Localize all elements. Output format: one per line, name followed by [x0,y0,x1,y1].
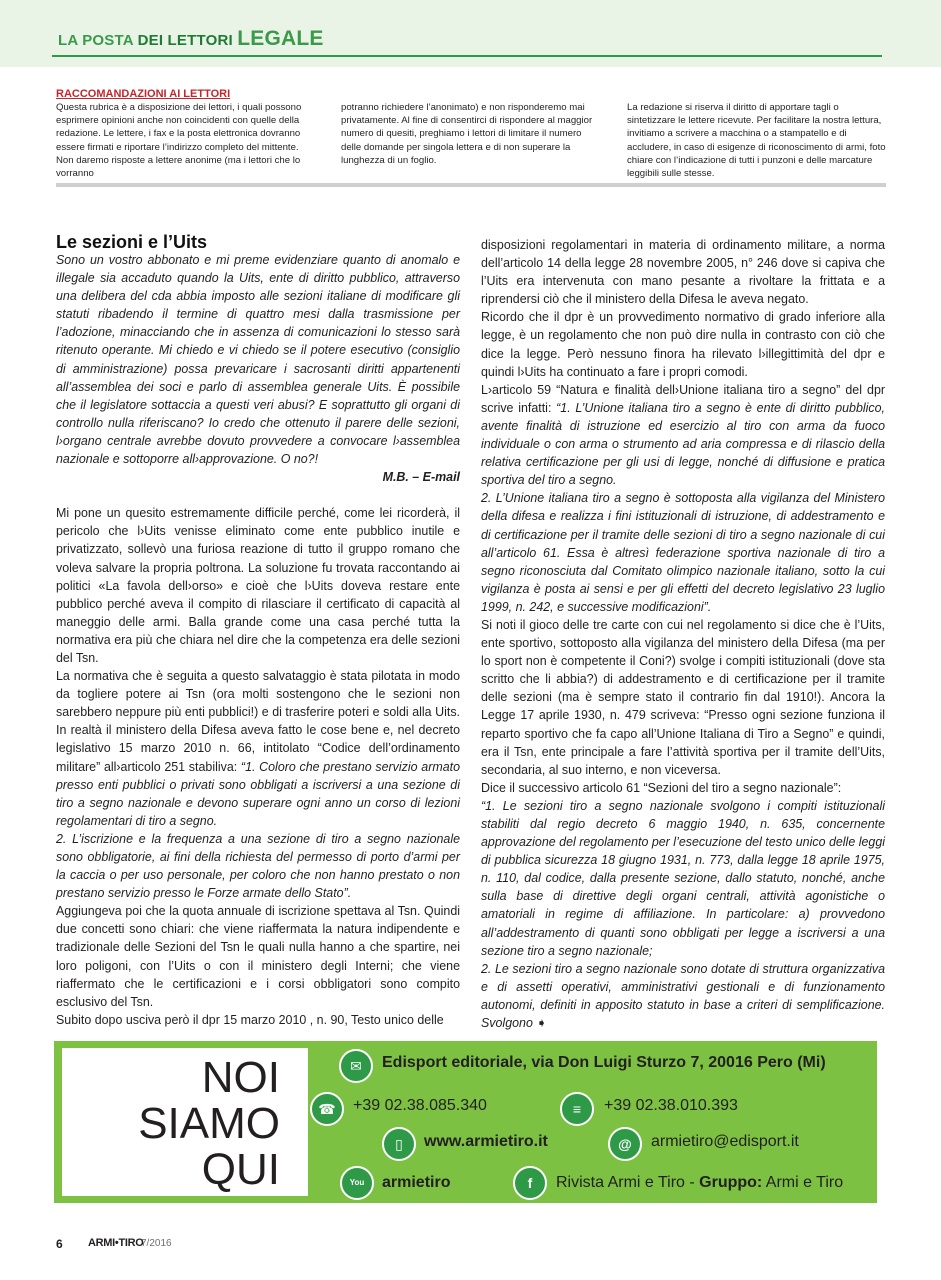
section-title: LA POSTA DEI LETTORI LEGALE [58,27,324,50]
answer-paragraph-13: 2. Le sezioni tiro a segno nazionale sono dotate di struttura organizzativa e di assetti operativi, amministrativi gestionali e di funzionamento autonomi, definiti in apposito statuto in base a criteri di semplificazione. Svolgono ➧ [481,961,885,1031]
recommendations-col-3: La redazione si riserva il diritto di apportare tagli o sintetizzare le lettere ricevute. Per facilitare la nostra lettura, invitiamo a scrivere a macchina o a stampatello e di accludere, in caso di esigenze di riconoscimento di armi, foto chiare con l’indicazione di tutti i punzoni e delle marcature leggibili sulle stesse. [627,102,886,180]
fax-icon: ≡ [560,1092,594,1126]
answer-paragraph-10: Si noti il gioco delle tre carte con cui nel regolamento si dice che è l’Uits, ente sportivo, sottoposto alla vigilanza del ministero della Difesa (ma per lo sport non è competente il Coni?) svolge i compiti istituzionali (dove sta scritto che li abbia?) di addestramento e di certificazione per il tramite delle sezioni (ma è sempre stato il contrario fin dal 1910!). Ancora la Legge 17 aprile 1930, n. 479 scriveva: “Presso ogni sezione funziona il reparto sportivo che fa capo all’Unione Italiana di Tiro a Segno” e quindi, era il Tsn, ente principale a fare l’attività sportiva per il tramite dell’Uits, secondaria, al suo interno, e non viceversa. [481,617,885,777]
answer-paragraph-9: 2. L’Unione italiana tiro a segno è sottoposta alla vigilanza del Ministero della difesa e realizza i fini istituzionali di istruzione, di addestramento e di certificazione per il tramite delle sezioni di tiro a segno nazionale di cui all’articolo 61. Essa è altresì federazione sportiva nazionale di tiro a segno riconosciuta dal Comitato olimpico nazionale italiano, sotto la cui vigilanza è posta ai sensi e per gli effetti del decreto legislativo 23 luglio 1999, n. 242, e successive modificazioni”. [481,491,885,614]
continue-arrow-icon: ➧ [536,1016,547,1031]
page-number: 6 [56,1237,63,1251]
answer-paragraph-4: Aggiungeva poi che la quota annuale di iscrizione spettava al Tsn. Quindi due concetti sono chiari: che viene riaffermata la natura indipendente e tradizionale delle Sezioni del Tsn le quali nulla hanno a che spartire, nei loro poligoni, con l’Uits o con il ministero degli Interni; che viene riaffermato che le certificazioni e i corsi obbligatori sono compito esclusivo del Tsn. [56,904,460,1009]
recommendations-col-1: Questa rubrica è a disposizione dei lettori, i quali possono esprimere opinioni anche non coincidenti con quelle della redazione. Le lettere, i fax e la posta elettronica dovranno essere firmati e riportare l’indirizzo completo del mittente. Non daremo risposte a lettere anonime (ma i lettori che lo vorranno [56,102,302,180]
answer-paragraph-2: La normativa che è seguita a questo salvataggio è stata pilotata in modo da togliere potere ai Tsn (ora molti sostengono che le sezioni non sarebbero neppure più enti pubblici!) e di trasferire poteri e soldi alla Uits. In realtà il ministero della Difesa aveva fatto le cose bene e, nel decreto legislativo 15 marzo 2010 n. 66, intitolato “Codice dell’ordinamento militare” all›articolo 251 stabiliva: “1. Coloro che prestano servizio armato presso enti pubblici o privati sono obbligati a iscriversi a una sezione di tiro a segno nazionale e devono superare ogni anno un corso di lezioni regolamentari di tiro a segno. [56,669,460,828]
answer-paragraph-5: Subito dopo usciva però il dpr 15 marzo 2010 , n. 90, Testo unico delle [56,1012,444,1027]
magazine-logo: ARMI•TIRO [88,1237,144,1249]
article-left-column [56,251,460,1029]
article-right-column [481,236,885,1032]
recommendations-title: RACCOMANDAZIONI AI LETTORI [56,88,231,100]
phone-icon: ☎ [310,1092,344,1126]
email-link[interactable]: armietiro@edisport.it [651,1133,799,1150]
website-link[interactable]: www.armietiro.it [424,1133,548,1150]
letter-signature: M.B. – E-mail [382,470,460,485]
at-icon: @ [608,1127,642,1161]
fax-number[interactable]: +39 02.38.010.393 [604,1097,738,1114]
answer-paragraph-11: Dice il successivo articolo 61 “Sezioni del tiro a segno nazionale”: [481,780,842,795]
mobile-icon: ▯ [382,1127,416,1161]
answer-paragraph-12: “1. Le sezioni tiro a segno nazionale svolgono i compiti istituzionali stabiliti dal regio decreto 6 maggio 1940, n. 635, concernente approvazione del regolamento per l’esecuzione del testo unico delle leggi di pubblica sicurezza 18 giugno 1931, n. 773, dalla legge 18 aprile 1975, n. 110, dal codice, dalla presente sezione, dallo statuto, nonché, anche sulla base di direttive degli organi centrali, attività agonistiche o amatoriali in regime di affiliazione. In particolare: a) provvedono all’addestramento di quanti sono obbligati per legge a iscriversi a una sezione tiro a segno nazionale; [481,798,885,958]
publisher-address: Edisport editoriale, via Don Luigi Sturzo 7, 20016 Pero (Mi) [382,1054,826,1071]
facebook-group[interactable]: Rivista Armi e Tiro - Gruppo: Armi e Tiro [556,1174,844,1191]
header-rule [52,55,882,57]
answer-paragraph-6: disposizioni regolamentari in materia di ordinamento militare, a norma dell’articolo 14 della legge 28 novembre 2005, n° 246 dove si capiva che l’Uits era intervenuta con mano pesante a rivoltare la frittata e a riprendersi ciò che il ministero della Difesa le aveva negato. [481,238,885,307]
banner-headline: NOI SIAMO QUI [138,1053,280,1194]
reader-letter: Sono un vostro abbonato e mi preme evidenziare quanto di anomalo e illegale sia accaduto quando la Uits, ente di diritto pubblico, attraverso una delibera del cda abbia imposto alle sezioni italiane di modificare gli statuti ribadendo il termine di quattro mesi dalla trasmissione per l’adozione, minacciando che in assenza di comunicazioni lo stesso sarà ritenuto operante. Mi chiedo e vi chiedo se il potere esecutivo (consiglio di amministrazione) possa prevaricare i sacrosanti diritti appartenenti all’assemblea dei soci e parlo di assemblea generale Uits. È possibile che il legislatore sottaccia a questi veri abusi? E soprattutto gli organi di controllo nulla riferiscano? Io credo che ottenuto il parere delle sezioni, l›organo centrale avrebbe dovuto provvedere a convocare l›assemblea nazionale e sottoporre all›approvazione. O no?! [56,253,460,467]
issue-date: 7/2016 [141,1238,172,1249]
article-title: Le sezioni e l’Uits [56,232,208,252]
youtube-channel[interactable]: armietiro [382,1174,451,1191]
youtube-icon: You Tube [340,1166,374,1200]
recommendations-col-2: potranno richiedere l’anonimato) e non risponderemo mai privatamente. Al fine di consentirci di rispondere al maggior numero di quesiti, preghiamo i lettori di limitare il numero delle domande per singola lettera e di non superare la lunghezza di un foglio. [341,102,593,166]
answer-paragraph-3: 2. L’iscrizione e la frequenza a una sezione di tiro a segno nazionale sono obbligatorie, ai fini della richiesta del permesso di porto d’armi per la caccia o per uso personale, per coloro che non hanno prestato o non prestano servizio presso le Forze armate dello Stato”. [56,831,460,901]
recommendations-separator [56,183,886,187]
phone-number[interactable]: +39 02.38.085.340 [353,1097,487,1114]
facebook-icon: f [513,1166,547,1200]
answer-paragraph-8: L›articolo 59 “Natura e finalità dell›Unione italiana tiro a segno” del dpr scrive infatti: “1. L’Unione italiana tiro a segno è ente di diritto pubblico, avente finalità di istruzione ed esercizio al tiro con arma da fuoco individuale o con arma o strumento ad aria compressa e di rilascio della relativa certificazione per gli usi di legge, nonché di diffusione e pratica sportiva del tiro a segno. [481,382,885,488]
answer-paragraph-7: Ricordo che il dpr è un provvedimento normativo di grado inferiore alla legge, è un regolamento che non può dire nulla in contrasto con ciò che dice la legge. Però nessuno finora ha rilevato l›illegittimità del dpr e quindi l›Uits ha continuato a fare i propri comodi. [481,310,885,379]
mail-icon: ✉ [339,1049,373,1083]
answer-paragraph-1: Mi pone un quesito estremamente difficile perché, come lei ricorderà, il pericolo che l›Uits venisse eliminato come ente pubblico inutile e privatizzato, sollevò una furiosa reazione di tutto il gruppo romano che voleva salvare la propria poltrona. La soluzione fu trovata raccontando ai politici «La favola dell›orso» e cioè che l›Uits doveva restare ente pubblico perché aveva il compito di rilasciare il certificato di capacità al maneggio delle armi. Balla grande come una casa perché tutta la normativa era più che chiara nel dire che la competenza era delle sezioni del Tsn. [56,506,460,665]
